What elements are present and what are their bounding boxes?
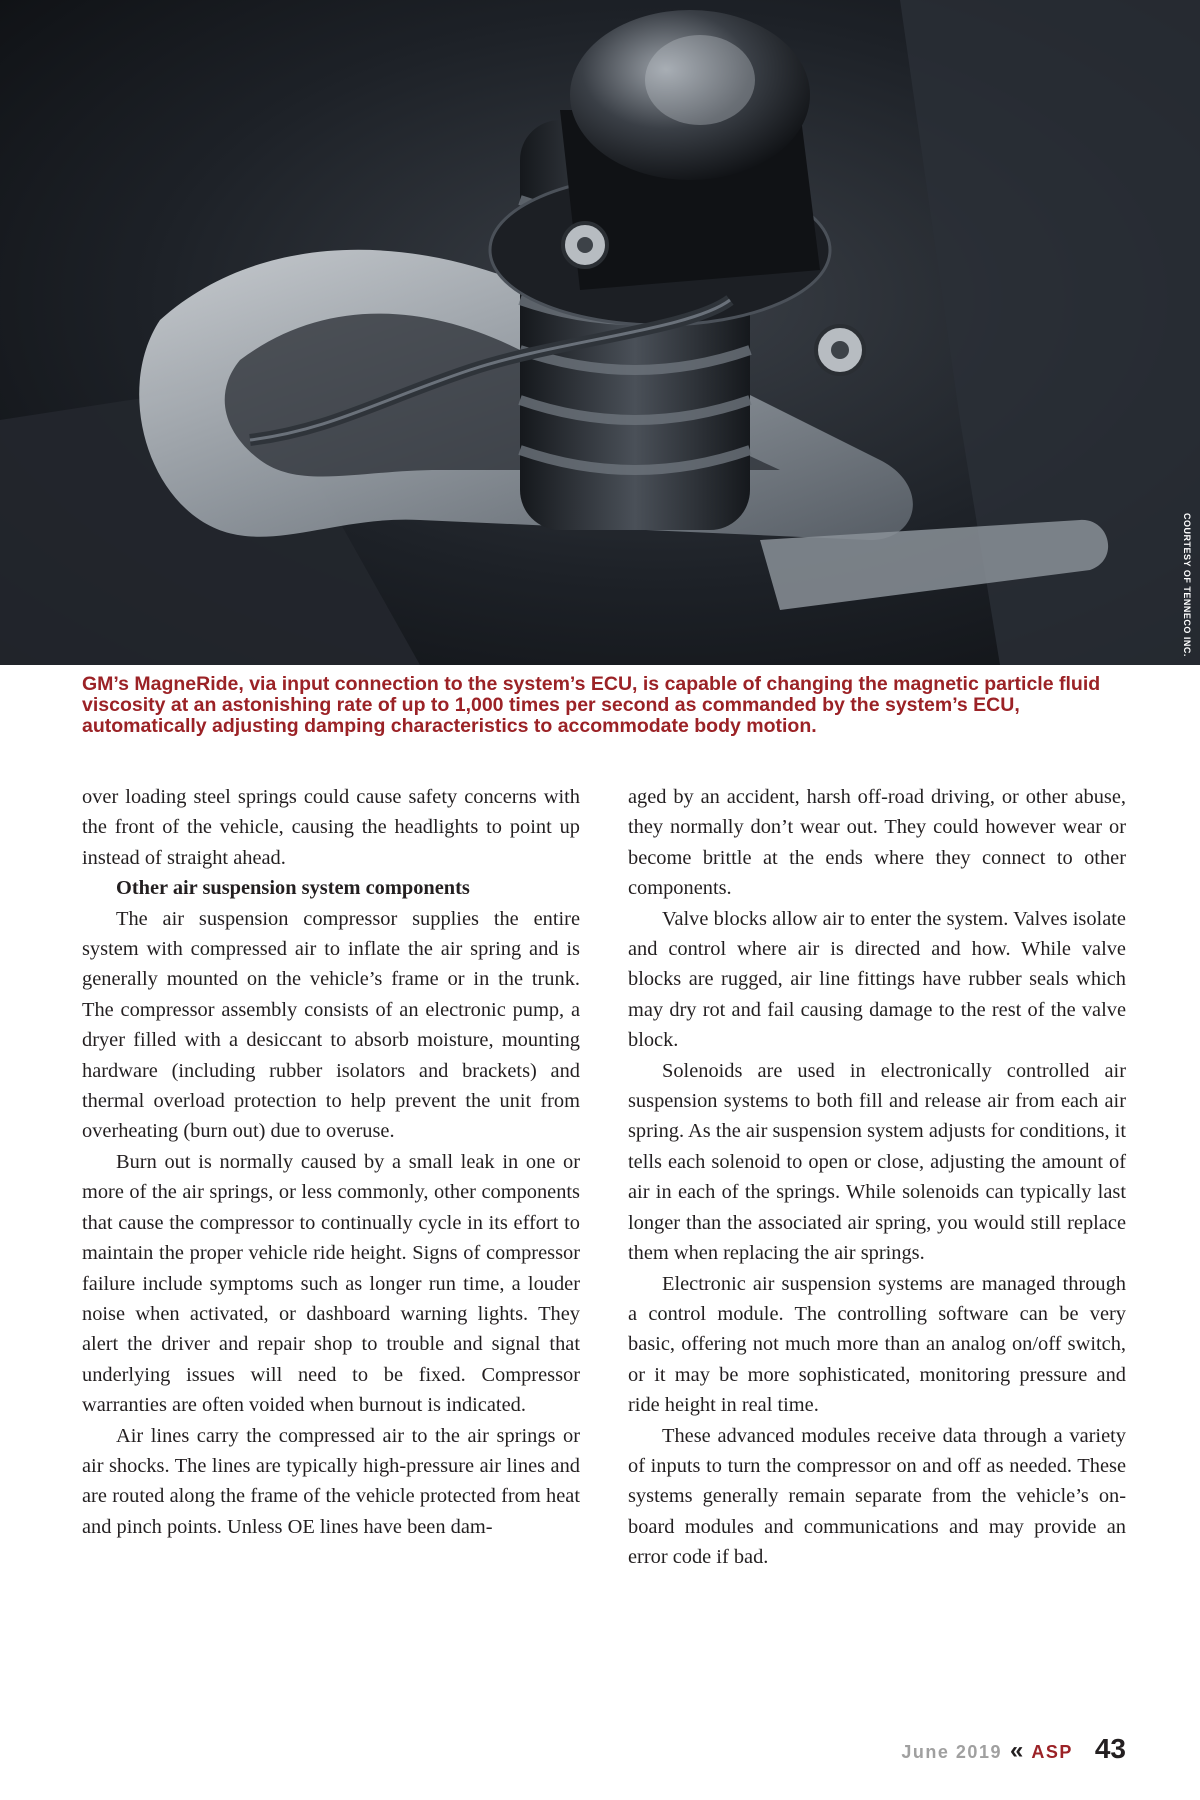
strut-illustration <box>0 0 1200 665</box>
page-number: 43 <box>1094 1733 1126 1764</box>
body-paragraph: over loading steel springs could cause safety concerns with the front of the vehicle, causing the headlights to point up instead of straight ahead. <box>82 786 580 869</box>
right-column <box>628 782 1126 1573</box>
chevron-left-icon: « <box>1009 1737 1024 1764</box>
body-paragraph: Electronic air suspension systems are managed through a control module. The controlling software can be very basic, offering not much more than an analog on/off switch, or it may be more sophisticated, monitoring pressure and ride height in real time. <box>628 1272 1126 1417</box>
body-paragraph: Solenoids are used in electronically controlled air suspension systems to both fill and release air from each air spring. As the air suspension system adjusts for conditions, it tells each solenoid to open or close, adjusting the amount of air in each of the springs. While solenoids can typically last longer than the associated air spring, you would still replace them when replacing the air springs. <box>628 1059 1126 1265</box>
body-paragraph: Valve blocks allow air to enter the system. Valves isolate and control where air is directed and how. While valve blocks are rugged, air line fittings have rubber seals which may dry rot and fail causing damage to the rest of the valve block. <box>628 907 1126 1052</box>
page-footer <box>901 1733 1126 1773</box>
publication-brand: ASP <box>1031 1742 1073 1762</box>
left-column <box>82 782 580 1542</box>
issue-date: June 2019 <box>901 1742 1002 1762</box>
body-paragraph: The air suspension compressor supplies the entire system with compressed air to inflate the air spring and is generally mounted on the vehicle’s frame or in the trunk. The compressor assembly consists of an electronic pump, a dryer filled with a desiccant to absorb moisture, mounting hardware (including rubber isolators and brackets) and thermal overload protection to help prevent the unit from overheating (burn out) due to overuse. <box>82 907 580 1143</box>
body-paragraph: These advanced modules receive data through a variety of inputs to turn the compressor on and off as needed. These systems generally remain separate from the vehicle’s on-board modules and communications and may provide an error code if bad. <box>628 1424 1126 1569</box>
suspension-strut-photo <box>0 0 1200 665</box>
body-paragraph: Burn out is normally caused by a small leak in one or more of the air springs, or less commonly, other components that cause the compressor to continually cycle in its effort to maintain the proper vehicle ride height. Signs of compressor failure include symptoms such as longer run time, a louder noise when activated, or dashboard warning lights. They alert the driver and repair shop to trouble and signal that underlying issues will need to be fixed. Compressor warranties are often voided when burnout is indicated. <box>82 1150 580 1417</box>
body-paragraph: aged by an accident, harsh off-road driving, or other abuse, they normally don’t wear out. They could however wear or become brittle at the ends where they connect to other components. <box>628 786 1126 900</box>
section-heading: Other air suspension system components <box>116 877 470 900</box>
photo-credit: COURTESY OF TENNECO INC. <box>1182 513 1192 657</box>
body-paragraph: Air lines carry the compressed air to the air springs or air shocks. The lines are typically high-pressure air lines and are routed along the frame of the vehicle protected from heat and pinch points. Unless OE lines have been dam- <box>82 1424 580 1538</box>
photo-caption: GM’s MagneRide, via input connection to the system’s ECU, is capable of changing the magnetic particle fluid viscosity at an astonishing rate of up to 1,000 times per second as commanded by the system’s ECU, automatically adjusting damping characteristics to accommodate body motion. <box>82 673 1101 737</box>
